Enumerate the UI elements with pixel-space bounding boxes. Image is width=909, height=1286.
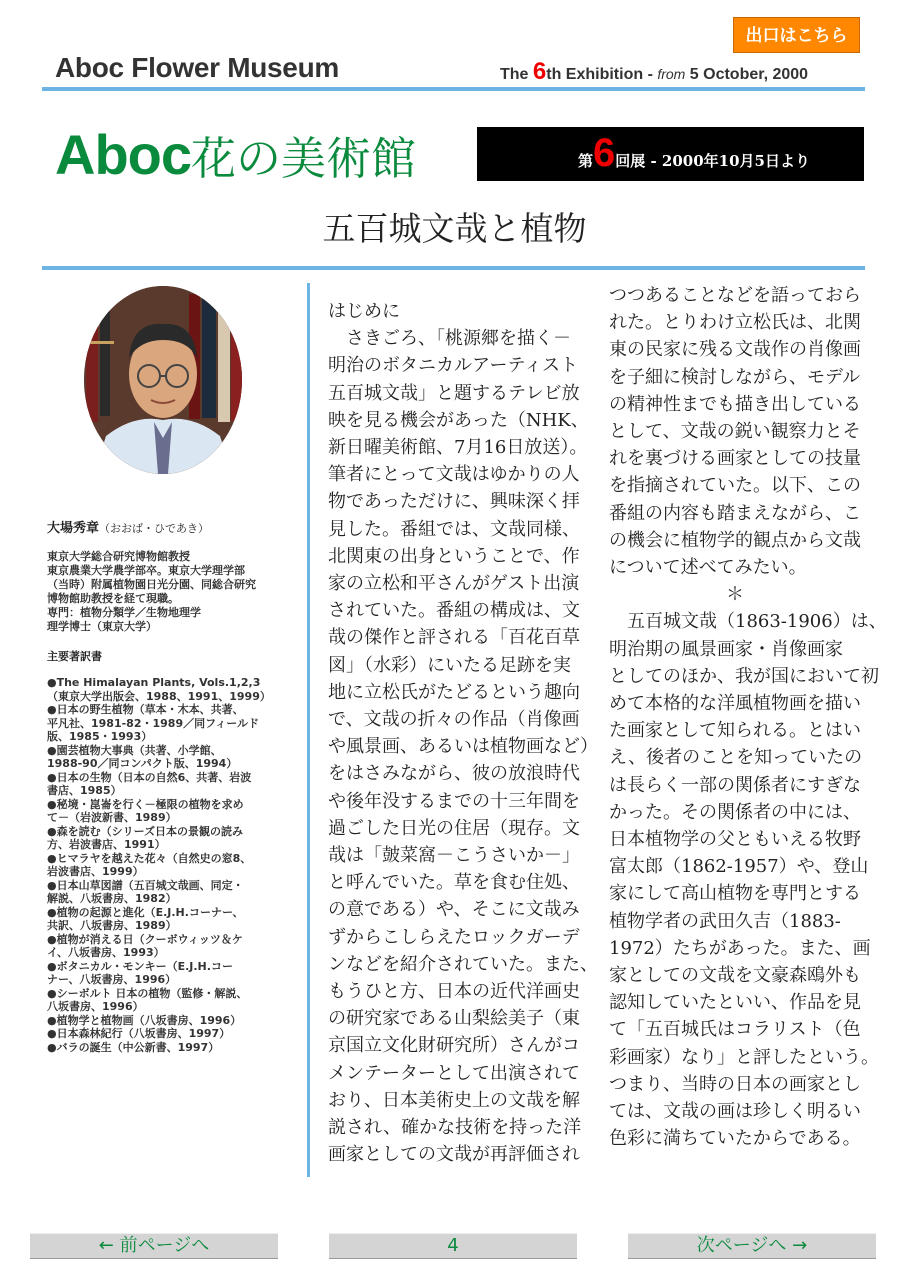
article-line: 明治期の風景画家・肖像画家 [609,638,843,660]
works-item-line: て－（岩波新書、1989） [47,811,177,824]
article-line: 物であっただけに、興味深く拝 [328,491,580,513]
exh-the: The [500,66,533,83]
article-line: 植物学者の武田久吉（1883- [609,910,841,932]
article-line: をはさみながら、彼の放浪時代 [328,763,580,785]
works-item-line: ●植物の起源と進化（E.J.H.コーナー、 [47,905,244,919]
article-line: 明治のボタニカルアーティスト [328,355,579,377]
exhibition-line [500,58,808,86]
article-line: もうひと方、日本の近代洋画史 [328,981,580,1003]
page-title [55,122,416,187]
article-line: 家の立松和平さんがゲスト出演 [328,573,580,595]
works-item-line: 平凡社、1981-82・1989／同フィールド [47,716,260,730]
article-line: れた。とりわけ立松氏は、北関 [609,312,861,334]
works-item-line: ●秘境・崑崙を行く－極限の植物を求め [47,797,244,811]
article-line: で、文哉の折々の作品（肖像画 [328,709,580,731]
article-line: 筆者にとって文哉はゆかりの人 [328,464,580,486]
works-item-line: 書店、1985） [47,784,122,797]
works-item-line: ●日本の野生植物（草本・木本、共著、 [47,703,244,716]
top-divider [42,87,865,91]
article-line: はじめに [328,301,400,322]
article-line: として、文哉の鋭い観察力とそ [609,421,861,443]
article-line: おり、日本美術史上の文哉を解 [328,1089,580,1111]
article-line: え、後者のことを知っていたの [609,747,863,769]
title-kana: 花の美術館 [191,132,417,185]
article-line: 家にして高山植物を専門とする [609,883,861,905]
works-item-line: ●ヒマラヤを越えた花々（自然史の窓8、 [47,851,252,865]
article-line: の精神性までも描き出している [609,393,861,415]
article-line: ＊ [726,584,744,606]
author-name-text: 大場秀章 [47,521,100,536]
article-line: 家としての文哉を文豪森鴎外も [609,965,861,987]
article-line: 五百城文哉」と題するテレビ放 [328,382,580,404]
article-line: の研究家である山梨絵美子（東 [328,1008,580,1030]
exh-suffix: 回展 - 2000年10月5日より [615,152,810,170]
works-item-line: ナー、八坂書房、1996） [47,973,177,986]
article-line: について述べてみたい。 [609,557,807,579]
works-item-line: 解説、八坂書房、1982） [47,892,177,905]
article-line: 画家としての文哉が再評価され [328,1144,580,1166]
exh-number: 6 [532,58,547,85]
author-name [47,517,209,536]
author-reading: （おおば・ひであき） [99,522,210,535]
article-line: 認知していたといい、作品を見 [609,992,861,1014]
works-item-line: 共訳、八坂書房、1989） [47,919,177,932]
works-heading: 主要著訳書 [47,650,102,663]
works-item-line: ●園芸植物大事典（共著、小学館、 [47,743,222,757]
exh-date: 5 October, 2000 [685,66,809,83]
article-line: つつあることなどを語っておら [609,285,861,306]
article-line: メンテーターとして出演されて [328,1062,580,1084]
article-line: と呼んでいた。草を食む住処、 [328,872,580,894]
article-line: は長らく一部の関係者にすぎな [609,774,861,796]
works-item-line: ●バラの誕生（中公新書、1997） [47,1040,220,1054]
article-subtitle: 五百城文哉と植物 [322,209,587,248]
title-aboc: Aboc [55,123,191,186]
article-line: かった。その関係者の中には、 [609,801,861,823]
exit-button[interactable]: 出口はこちら [733,17,860,53]
exh-from: from [657,66,686,82]
works-item-line: イ、八坂書房、1993） [47,946,165,959]
subtitle-divider [42,266,865,270]
affiliation-line: 東京大学総合研究博物館教授 [47,550,190,563]
affiliation-line: 専門：植物分類学／生物地理学 [47,606,201,619]
works-item-line: 八坂書房、1996） [47,1000,144,1013]
works-item-line: ●日本の生物（日本の自然6、共著、岩波 [47,770,252,784]
works-item-line: ●The Himalayan Plants, Vols.1,2,3 [47,676,261,689]
article-line: 過ごした日光の住居（現存。文 [328,817,580,839]
works-item-line: 1988-90／同コンパクト版、1994） [47,757,238,770]
article-line: めて本格的な洋風植物画を描い [609,693,861,715]
works-item-line: ●森を読む（シリーズ日本の景観の読み [47,824,244,838]
article-line: の意である）や、そこに文哉み [328,899,580,921]
article-column-2 [609,282,887,1153]
works-item-line: 岩波書店、1999） [47,865,144,878]
article-line: 彩画家）なり」と評したという。 [609,1046,879,1068]
article-line: て「五百城氏はコラリスト（色 [609,1019,861,1041]
affiliation-line: 博物館助教授を経て現職。 [47,592,179,605]
works-list [47,676,309,1054]
article-line: ずからこしらえたロックガーデ [328,926,580,948]
article-line: 富太郎（1862-1957）や、登山 [609,856,869,878]
affiliation-line: 理学博士（東京大学） [47,620,157,633]
article-line: 色彩に満ちていたからである。 [609,1128,861,1150]
column-divider [307,283,310,1177]
article-line: 五百城文哉（1863-1906）は、 [609,611,887,633]
article-line: 哉は「皷菜窩－こうさいか－」 [328,845,580,867]
article-line: た画家として知られる。とはい [609,720,861,742]
article-line: 日本植物学の父ともいえる牧野 [609,829,861,851]
works-item-line: ●ボタニカル・モンキー（E.J.H.コー [47,959,233,973]
article-line: 北関東の出身ということで、作 [328,545,580,567]
prev-page-button[interactable]: ← 前ページへ [30,1233,278,1259]
article-line: 東の民家に残る文哉作の肖像画 [609,339,861,361]
site-title: Aboc Flower Museum [55,52,339,83]
affiliation-line: （当時）附属植物園日光分園、同総合研究 [47,578,256,591]
works-item-line: ●シーボルト 日本の植物（監修・解説、 [47,986,248,1000]
article-line: 図」（水彩）にいたる足跡を実 [328,654,571,676]
article-line: つまり、当時の日本の画家とし [609,1073,861,1095]
works-item-line: ●植物学と植物画（八坂書房、1996） [47,1013,242,1027]
works-item-line: ●日本森林紀行（八坂書房、1997） [47,1027,231,1040]
article-line: 哉の傑作と評される「百花百草 [328,627,580,649]
article-line: されていた。番組の構成は、文 [328,600,580,622]
affiliation-line: 東京農業大学農学部卒。東京大学理学部 [47,564,245,577]
article-line: さきごろ、「桃源郷を描く－ [328,328,571,350]
article-line: 見した。番組では、文哉同様、 [328,518,580,540]
article-line: の機会に植物学的観点から文哉 [609,529,861,551]
article-line: や風景画、あるいは植物画など） [328,736,598,758]
works-item-line: 方、岩波書店、1991） [47,838,166,851]
article-line: としてのほか、我が国において初 [609,665,879,687]
works-item-line: （東京大学出版会、1988、1991、1999） [47,689,271,703]
exh-number-jp: 6 [593,131,616,175]
article-line: ては、文哉の画は珍しく明るい [609,1101,861,1123]
article-line: 説され、確かな技術を持った洋 [328,1117,582,1139]
article-line: 新日曜美術館、7月16日放送）。 [328,437,588,459]
page-number: 4 [329,1233,577,1259]
article-line: 京国立文化財研究所）さんがコ [328,1035,580,1057]
exhibition-label-jp [578,131,810,175]
article-line: 映を見る機会があった（NHK、 [328,409,589,431]
article-line: れを裏づける画家としての技量 [609,448,861,470]
article-line: を指摘されていた。以下、この [609,475,861,497]
next-page-button[interactable]: 次ページへ → [628,1233,876,1259]
author-portrait [84,286,242,474]
author-affiliation [47,550,309,634]
article-column-1 [328,298,598,1169]
article-line: 地に立松氏がたどるという趣向 [328,681,580,703]
works-item-line: ●日本山草図譜（五百城文哉画、同定・ [47,878,244,892]
article-line: を子細に検討しながら、モデル [609,366,861,388]
article-line: や後年没するまでの十三年間を [328,790,580,812]
article-line: 1972）たちがあった。また、画 [609,937,871,959]
works-item-line: ●植物が消える日（クーボウィッツ＆ケ [47,932,243,946]
article-line: 番組の内容も踏まえながら、こ [609,502,861,524]
works-item-line: 版、1985・1993） [47,730,153,743]
exh-prefix: 第 [578,152,594,170]
article-line: ンなどを紹介されていた。また、 [328,953,598,975]
portrait-image [84,286,242,474]
exh-th: th Exhibition - [546,66,658,83]
